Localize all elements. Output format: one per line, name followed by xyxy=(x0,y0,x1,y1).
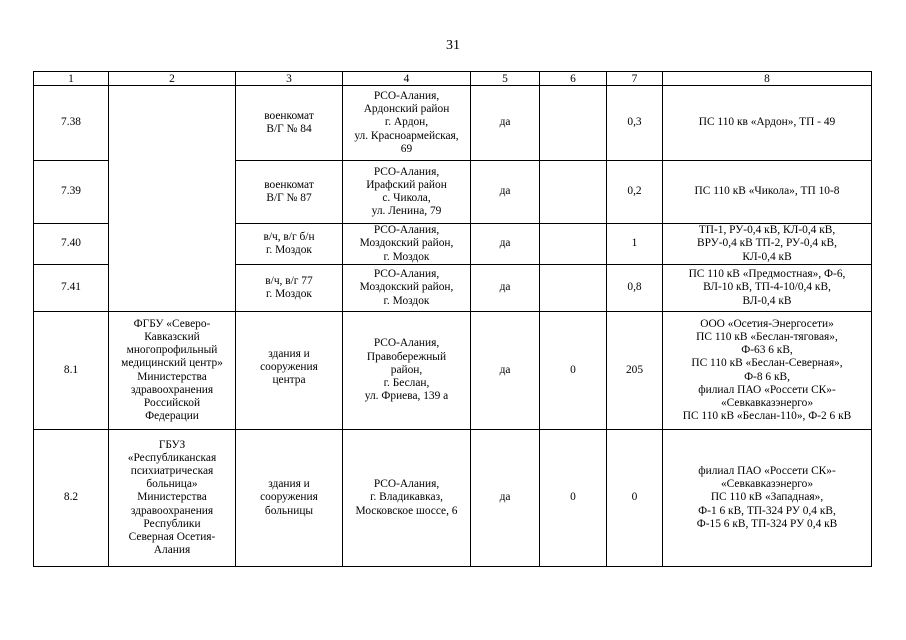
row-number-cell: 7.40 xyxy=(34,224,109,265)
organization-cell-line: ГБУЗ xyxy=(158,438,186,451)
column-7-cell: 1 xyxy=(607,224,663,265)
address-cell-line: Московское шоссе, 6 xyxy=(355,504,458,517)
power-supply-cell-line: ТП-1, РУ-0,4 кВ, КЛ-0,4 кВ, xyxy=(698,224,836,237)
organization-cell-line: Кавказский xyxy=(144,330,200,343)
address-cell xyxy=(343,312,471,430)
organization-cell-line: здравоохранения xyxy=(130,383,214,396)
power-supply-cell xyxy=(663,265,872,312)
address-cell-line: г. Ардон, xyxy=(384,116,429,129)
organization-cell-line: «Республиканская xyxy=(127,451,217,464)
data-table xyxy=(33,71,872,567)
row-number-cell: 7.41 xyxy=(34,265,109,312)
object-cell-line: В/Г № 84 xyxy=(266,123,312,135)
object-cell xyxy=(236,430,343,567)
power-supply-cell xyxy=(663,312,872,430)
column-5-cell: да xyxy=(471,161,540,224)
object-cell xyxy=(236,86,343,161)
column-5-cell: да xyxy=(471,312,540,430)
column-7-cell: 0,8 xyxy=(607,265,663,312)
address-cell-line: г. Владикавказ, xyxy=(370,491,443,504)
address-cell xyxy=(343,265,471,312)
organization-cell-line: Республики xyxy=(143,517,201,530)
organization-cell-line: медицинский центр» xyxy=(121,357,223,370)
address-cell xyxy=(343,224,471,265)
object-cell xyxy=(236,312,343,430)
header-cell-2: 2 xyxy=(109,72,236,86)
power-supply-cell-line: Ф-8 6 кВ, xyxy=(744,370,790,383)
object-cell-line: здания и xyxy=(268,348,310,360)
column-5-cell: да xyxy=(471,86,540,161)
organization-cell xyxy=(109,430,236,567)
address-cell-line: г. Беслан, xyxy=(383,377,430,390)
object-cell-line: сооружения xyxy=(260,361,318,374)
address-cell-line: Правобережный xyxy=(366,350,447,363)
organization-cell-line: ФГБУ «Северо- xyxy=(133,317,211,330)
power-supply-cell-line: Ф-63 6 кВ, xyxy=(741,344,793,357)
address-cell-line: РСО-Алания, xyxy=(373,337,440,350)
power-supply-cell-line: ВЛ-10 кВ, ТП-4-10/0,4 кВ, xyxy=(703,281,831,294)
organization-cell-line: Алания xyxy=(153,544,191,557)
power-supply-cell-line: филиал ПАО «Россети СК»- xyxy=(698,383,836,396)
table-row xyxy=(34,312,872,430)
object-cell xyxy=(236,161,343,224)
object-cell-line: больницы xyxy=(264,504,314,517)
address-cell-line: РСО-Алания, xyxy=(373,224,440,237)
address-cell-line: 69 xyxy=(400,142,413,155)
power-supply-cell-line: ПС 110 кВ «Беслан-Северная», xyxy=(691,357,843,370)
address-cell xyxy=(343,430,471,567)
organization-cell-line: Федерации xyxy=(145,410,199,423)
power-supply-cell-line: ВРУ-0,4 кВ ТП-2, РУ-0,4 кВ, xyxy=(697,237,837,250)
table-row xyxy=(34,86,872,161)
address-cell xyxy=(343,86,471,161)
object-cell-line: здания и xyxy=(268,478,310,491)
power-supply-cell-line: ПС 110 кВ «Беслан-тяговая», xyxy=(696,330,838,343)
object-cell-line: военкомат xyxy=(264,178,314,191)
organization-cell-line: Северная Осетия- xyxy=(128,531,216,543)
address-cell-line: ул. Красноармейская, xyxy=(354,129,459,142)
object-cell xyxy=(236,224,343,265)
organization-cell-line: здравоохранения xyxy=(130,504,214,517)
power-supply-cell-line: «Севкавказэнерго» xyxy=(720,396,814,409)
organization-cell-line: Российской xyxy=(143,396,201,409)
address-cell-line: с. Чикола, xyxy=(382,192,431,204)
column-7-cell: 0,2 xyxy=(607,161,663,224)
object-cell-line: в/ч, в/г б/н xyxy=(263,230,315,243)
address-cell-line: Моздокский район, xyxy=(359,281,454,294)
address-cell-line: РСО-Алания, xyxy=(373,478,440,491)
object-cell-line: г. Моздок xyxy=(266,244,312,256)
address-cell-line: ул. Ленина, 79 xyxy=(371,205,442,218)
column-7-cell: 0 xyxy=(607,430,663,567)
power-supply-cell-line: ООО «Осетия-Энергосети» xyxy=(700,317,834,330)
power-supply-cell-line: ПС 110 кВ «Западная», xyxy=(710,491,824,504)
address-cell-line: район, xyxy=(390,363,423,376)
power-supply-cell-line: Ф-1 6 кВ, ТП-324 РУ 0,4 кВ, xyxy=(698,504,836,517)
organization-cell-line: многопрофильный xyxy=(126,344,218,357)
power-supply-cell-line: «Севкавказэнерго» xyxy=(720,478,814,491)
object-cell-line: центра xyxy=(272,374,306,387)
object-cell-line: г. Моздок xyxy=(266,288,312,300)
header-cell-5: 5 xyxy=(471,72,540,86)
header-cell-7: 7 xyxy=(607,72,663,86)
power-supply-cell xyxy=(663,224,872,265)
address-cell-line: г. Моздок xyxy=(383,294,430,307)
organization-cell-line: Министерства xyxy=(137,491,207,504)
power-supply-cell xyxy=(663,86,872,161)
column-6-cell xyxy=(540,86,607,161)
object-cell-line: сооружения xyxy=(260,491,318,504)
column-7-cell: 205 xyxy=(607,312,663,430)
organization-cell xyxy=(109,312,236,430)
column-6-cell xyxy=(540,224,607,265)
column-6-cell xyxy=(540,265,607,312)
address-cell-line: РСО-Алания, xyxy=(373,268,440,281)
address-cell-line: г. Моздок xyxy=(383,250,430,263)
header-cell-6: 6 xyxy=(540,72,607,86)
power-supply-cell-line: ПС 110 кВ «Предмостная», Ф-6, xyxy=(688,268,846,281)
column-6-cell: 0 xyxy=(540,312,607,430)
row-number-cell: 7.38 xyxy=(34,86,109,161)
power-supply-cell-line: ПС 110 кВ «Чикола», ТП 10-8 xyxy=(694,185,840,198)
power-supply-cell-line: филиал ПАО «Россети СК»- xyxy=(698,464,836,477)
column-6-cell: 0 xyxy=(540,430,607,567)
object-cell-line: в/ч, в/г 77 xyxy=(265,274,313,287)
power-supply-cell-line: ПС 110 кв «Ардон», ТП - 49 xyxy=(698,116,836,129)
organization-cell-line: Министерства xyxy=(137,370,207,383)
power-supply-cell-line: Ф-15 6 кВ, ТП-324 РУ 0,4 кВ xyxy=(696,517,838,530)
header-cell-3: 3 xyxy=(236,72,343,86)
address-cell xyxy=(343,161,471,224)
header-cell-8: 8 xyxy=(663,72,872,86)
row-number-cell: 8.2 xyxy=(34,430,109,567)
address-cell-line: Ирафский район xyxy=(366,178,447,191)
column-7-cell: 0,3 xyxy=(607,86,663,161)
page-number: 31 xyxy=(446,38,460,53)
address-cell-line: РСО-Алания, xyxy=(373,89,440,102)
header-cell-1: 1 xyxy=(34,72,109,86)
header-row xyxy=(34,72,872,86)
column-5-cell: да xyxy=(471,224,540,265)
power-supply-cell xyxy=(663,430,872,567)
address-cell-line: ул. Фриева, 139 а xyxy=(364,390,449,403)
column-5-cell: да xyxy=(471,430,540,567)
object-cell xyxy=(236,265,343,312)
object-cell-line: В/Г № 87 xyxy=(266,192,312,204)
organization-cell-line: психиатрическая xyxy=(130,464,214,477)
column-6-cell xyxy=(540,161,607,224)
column-5-cell: да xyxy=(471,265,540,312)
power-supply-cell-line: КЛ-0,4 кВ xyxy=(742,250,792,263)
address-cell-line: Моздокский район, xyxy=(359,237,454,250)
address-cell-line: Ардонский район xyxy=(363,103,450,116)
row-number-cell: 8.1 xyxy=(34,312,109,430)
object-cell-line: военкомат xyxy=(264,109,314,122)
row-number-cell: 7.39 xyxy=(34,161,109,224)
address-cell-line: РСО-Алания, xyxy=(373,165,440,178)
organization-cell xyxy=(109,86,236,312)
power-supply-cell xyxy=(663,161,872,224)
power-supply-cell-line: ПС 110 кВ «Беслан-110», Ф-2 6 кВ xyxy=(682,410,852,423)
power-supply-cell-line: ВЛ-0,4 кВ xyxy=(742,294,792,307)
table-row xyxy=(34,430,872,567)
header-cell-4: 4 xyxy=(343,72,471,86)
organization-cell-line: больница» xyxy=(146,478,198,491)
